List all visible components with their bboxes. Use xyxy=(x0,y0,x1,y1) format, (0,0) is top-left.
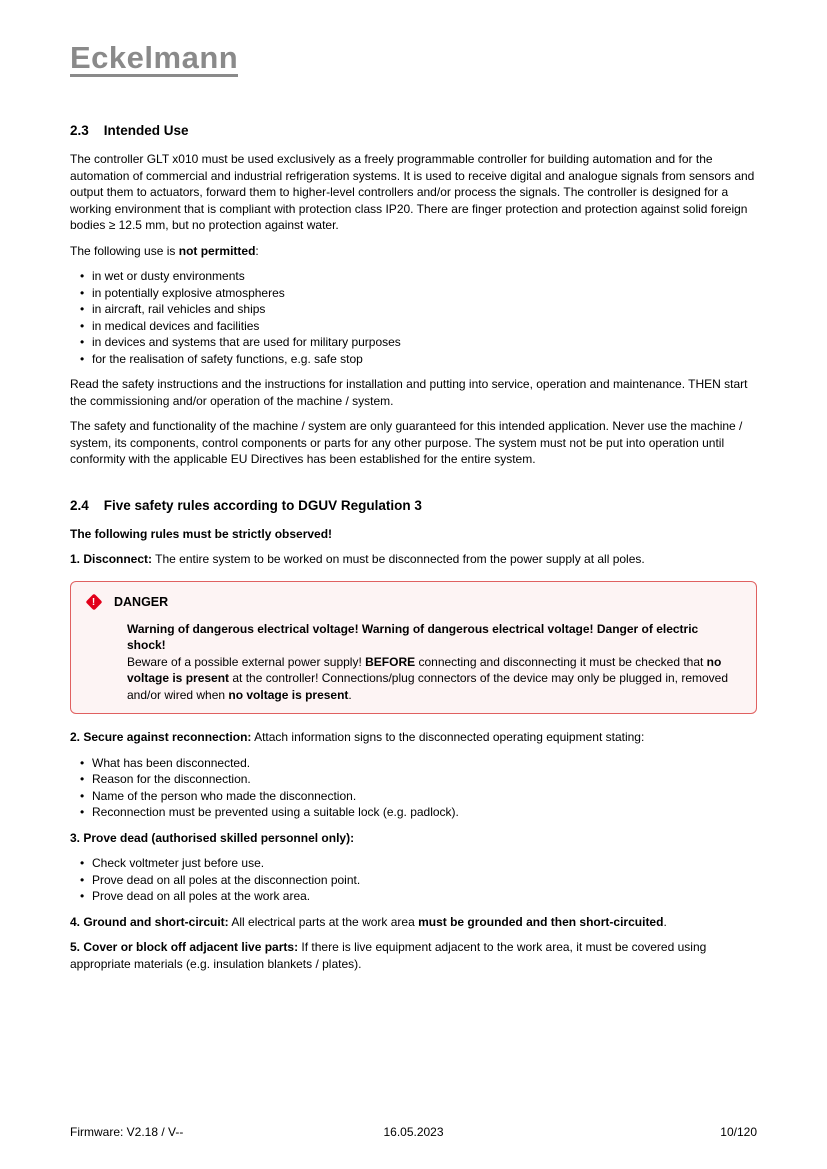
rule-2-text: Attach information signs to the disconnected operating equipment stating: xyxy=(251,730,645,744)
rule-1-text: The entire system to be worked on must be disconnected from the power supply at all poles. xyxy=(152,552,645,566)
text-segment-bold: no voltage is present xyxy=(127,654,722,685)
text-segment: : xyxy=(255,243,259,258)
intended-use-paragraph-1: The controller GLT x010 must be used exclusively as a freely programmable controller for building automation and for the automation of commercial and industrial refrigeration systems. It is used to receive digital and analogue signals from sensors and output them to actuators, forward them to higher-level controllers and/or process the signals. The controller is designed for a working environment that is compliant with protection class IP20. There are finger protection and protection against solid foreign bodies ≥ 12.5 mm, but no protection against water. xyxy=(70,152,755,232)
text-segment: The following use is xyxy=(70,243,179,258)
list-item: • Name of the person who made the disconnection. xyxy=(70,788,757,805)
intended-use-paragraph-2: Read the safety instructions and the instructions for installation and putting into service, operation and maintenance. THEN start the commissioning and/or operation of the machine / system. xyxy=(70,377,748,408)
rule-5-label: 5. Cover or block off adjacent live parts: xyxy=(70,940,299,954)
rule-4-bold-text: must be grounded and then short-circuited xyxy=(418,914,664,929)
rule-1-label: 1. Disconnect: xyxy=(70,552,153,566)
list-item: • Check voltmeter just before use. xyxy=(70,855,757,872)
rule-4-suffix: . xyxy=(663,914,667,929)
list-item: • in wet or dusty environments xyxy=(70,268,757,285)
danger-header xyxy=(85,594,740,611)
section-2-4-heading xyxy=(70,498,757,513)
list-item: • for the realisation of safety functions, e.g. safe stop xyxy=(70,351,757,368)
list-item: • Prove dead on all poles at the work area. xyxy=(70,888,757,905)
rule-5-text: If there is live equipment adjacent to the work area, it must be covered using appropriate materials (e.g. insulation blankets / plates). xyxy=(70,940,707,971)
eckelmann-logo: Eckelmann xyxy=(70,40,239,75)
footer-page-number: 10/120 xyxy=(720,1125,757,1139)
text-segment: . xyxy=(348,687,352,702)
footer-firmware-version: Firmware: V2.18 / V-- xyxy=(70,1125,184,1139)
text-segment-bold: no voltage is present xyxy=(228,687,349,702)
rule-2-list xyxy=(70,755,757,821)
list-item: • What has been disconnected. xyxy=(70,755,757,772)
rule-5 xyxy=(70,939,757,972)
list-item: • in medical devices and facilities xyxy=(70,318,757,335)
list-item: • Prove dead on all poles at the disconnection point. xyxy=(70,872,757,889)
footer-date: 16.05.2023 xyxy=(383,1125,444,1139)
list-item: • Reason for the disconnection. xyxy=(70,771,757,788)
page-footer xyxy=(70,1125,757,1139)
not-permitted-lead xyxy=(70,243,757,260)
exclamation-mark: ! xyxy=(91,596,96,608)
rule-3-list xyxy=(70,855,757,905)
section-2-4-title: Five safety rules according to DGUV Regulation 3 xyxy=(103,497,422,513)
danger-title: Warning of dangerous electrical voltage! Warning of dangerous electrical voltage! Danger of electric shock! xyxy=(127,621,699,652)
intended-use-paragraph-3: The safety and functionality of the machine / system are only guaranteed for this intended application. Never use the machine / system, its components, control components or parts for any other purpose. The system must not be put into operation until conformity with the applicable EU Directives has been established for the entire system. xyxy=(70,419,743,466)
danger-warning-icon xyxy=(85,594,102,611)
section-2-4-number: 2.4 xyxy=(70,497,89,513)
text-segment: at the controller! Connections/plug connectors of the device may only be plugged in, removed and/or wired when xyxy=(127,671,729,702)
rule-2 xyxy=(70,729,757,746)
rule-4 xyxy=(70,914,757,931)
text-segment: connecting and disconnecting it must be checked that xyxy=(415,654,707,669)
rule-3 xyxy=(70,830,757,847)
text-segment-bold: not permitted xyxy=(178,243,256,258)
rules-intro: The following rules must be strictly observed! xyxy=(70,526,333,541)
rule-2-label: 2. Secure against reconnection: xyxy=(70,730,252,744)
list-item: • Reconnection must be prevented using a suitable lock (e.g. padlock). xyxy=(70,804,757,821)
text-segment: Beware of a possible external power supply! xyxy=(127,654,366,669)
rule-4-text: All electrical parts at the work area xyxy=(228,914,419,929)
list-item: • in aircraft, rail vehicles and ships xyxy=(70,301,757,318)
text-segment-bold: BEFORE xyxy=(365,654,416,669)
list-item: • in potentially explosive atmospheres xyxy=(70,285,757,302)
section-2-3-number: 2.3 xyxy=(70,123,89,138)
danger-label: DANGER xyxy=(114,595,169,609)
section-2-3-title: Intended Use xyxy=(103,123,189,138)
danger-body xyxy=(127,654,740,704)
danger-content xyxy=(127,621,740,704)
rule-4-label: 4. Ground and short-circuit: xyxy=(70,914,229,929)
rule-1 xyxy=(70,551,757,568)
section-2-3-heading xyxy=(70,123,757,138)
list-item: • in devices and systems that are used for military purposes xyxy=(70,334,757,351)
danger-box xyxy=(70,581,757,715)
not-permitted-list xyxy=(70,268,757,367)
rule-3-label: 3. Prove dead (authorised skilled personnel only): xyxy=(70,830,355,845)
